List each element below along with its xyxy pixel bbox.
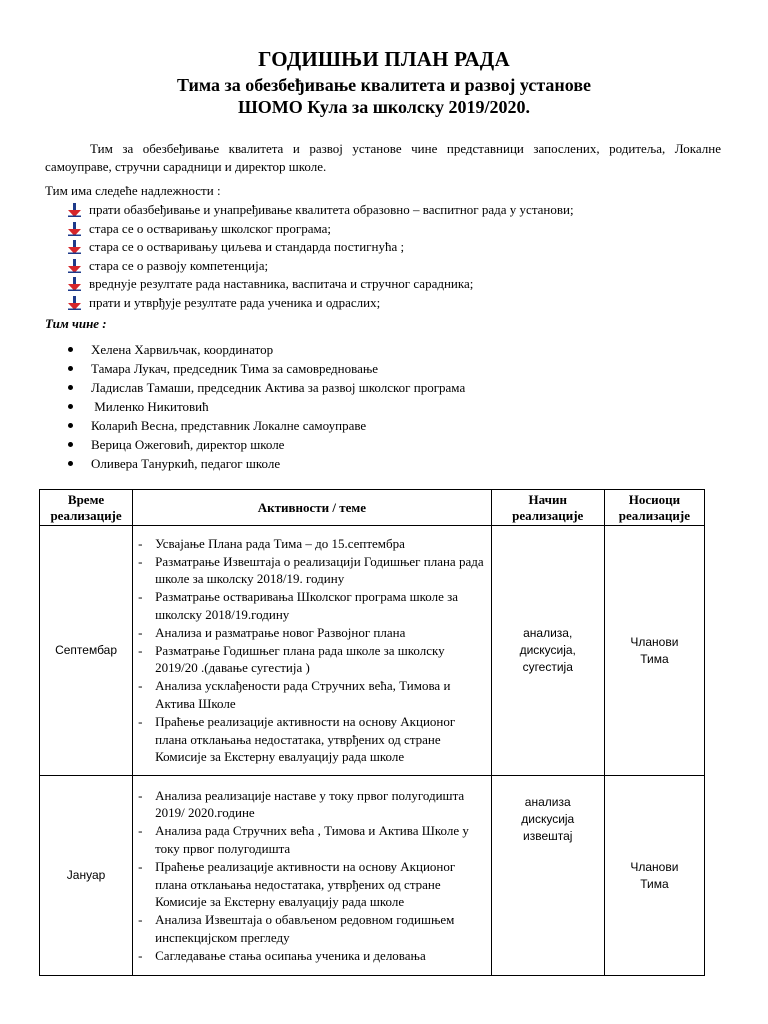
row-carriers (604, 776, 704, 976)
method-line: дискусија, (519, 643, 576, 657)
arrow-down-icon (68, 222, 81, 236)
list-item: - Анализа Извештаја о обављеном редовном годишњем инспекцијском прегледу (133, 911, 487, 947)
list-item: - Разматрање Годишњег плана рада школе за школску 2019/20 .(давање сугестија ) (133, 642, 487, 678)
document-subtitle-line1: Тима за обезбеђивање квалитета и развој установе (176, 75, 592, 95)
list-item: - Сагледавање стања осипања ученика и деловања (133, 947, 487, 965)
row-activities (133, 526, 492, 776)
team-member: Миленко Никитовић (91, 399, 209, 414)
bullet-dot-icon (68, 461, 73, 466)
activities-list (133, 535, 491, 766)
list-item: - Разматрање остваривања Школског програма школе за школску 2018/19.годину (133, 588, 487, 624)
list-item: - Разматрање Извештаја о реализацији Годишњег плана рада школе за школску 2018/19. годину (133, 553, 487, 589)
list-item: - Анализа реализације наставе у току првог полугодишта 2019/ 2020.године (133, 787, 487, 823)
list-item (68, 397, 465, 416)
competency-text: стара се о остваривању циљева и стандарда постигнућа ; (89, 239, 405, 255)
competencies-list (68, 201, 574, 313)
arrow-down-icon (68, 296, 81, 310)
header-time (40, 490, 133, 526)
list-item (68, 220, 574, 239)
document-title: ГОДИШЊИ ПЛАН РАДА (258, 47, 510, 71)
bullet-dot-icon (68, 366, 73, 371)
document-subtitle-line2: ШОМО Кула за школску 2019/2020. (237, 97, 531, 117)
competency-text: стара се о остваривању школског програма; (89, 220, 332, 236)
competency-text: вреднује резултате рада наставника, васпитача и стручног сарадника; (89, 276, 474, 292)
team-list (68, 340, 465, 473)
table-header-row (40, 490, 705, 526)
method-line: анализа (524, 795, 571, 809)
list-item (68, 340, 465, 359)
team-member: Верица Ожеговић, директор школе (91, 437, 285, 452)
carriers-line: Чланови (630, 634, 679, 649)
header-method-line1: Начин (528, 491, 567, 507)
list-item (68, 238, 574, 257)
intro-paragraph: Тим за обезбеђивање квалитета и развој установе чине представници запослених, родитеља, Локалне самоуправе, стручни сарадници и директор школе. (45, 141, 721, 174)
header-activities (133, 490, 492, 526)
header-activities-label: Активности / теме (257, 499, 367, 515)
carriers-line: Тима (640, 876, 669, 891)
competency-text: прати и утврђује резултате рада ученика и одраслих; (89, 294, 381, 310)
method-line: сугестија (522, 660, 573, 674)
competencies-heading: Тим има следеће надлежности : (45, 183, 221, 198)
arrow-down-icon (68, 240, 81, 254)
list-item (68, 378, 465, 397)
competency-text: прати обазбеђивање и унапређивање квалитета образовно – васпитног рада у установи; (89, 202, 574, 217)
arrow-down-icon (68, 259, 81, 273)
list-item: - Анализа усклађености рада Стручних већа, Тимова и Актива Школе (133, 677, 487, 713)
time-label: Јануар (66, 868, 106, 882)
header-carriers-line2: реализације (618, 507, 690, 523)
table-row (40, 776, 705, 976)
arrow-down-icon (68, 277, 81, 291)
list-item: - Анализа рада Стручних већа , Тимова и Актива Школе у току првог полугодишта (133, 822, 487, 858)
list-item: - Усвајање Плана рада Тима – до 15.септембра (133, 535, 487, 553)
list-item (68, 294, 574, 313)
method-line: извештај (523, 829, 573, 843)
header-time-line1: Време (67, 491, 105, 507)
bullet-dot-icon (68, 404, 73, 409)
row-carriers (604, 526, 704, 776)
list-item (68, 454, 465, 473)
carriers-line: Чланови (630, 859, 679, 874)
list-item (68, 257, 574, 276)
list-item (68, 416, 465, 435)
row-method (491, 776, 604, 976)
time-label: Септембар (55, 643, 118, 657)
bullet-dot-icon (68, 385, 73, 390)
team-member: Тамара Лукач, председник Тима за самовредновање (91, 361, 379, 376)
row-method (491, 526, 604, 776)
list-item: - Праћење реализације активности на основу Акционог плана отклањања недостатака, утврђених од стране Комисије за Екстерну евалуацију рада школе (133, 858, 487, 911)
team-heading: Тим чине : (45, 316, 107, 331)
plan-table (39, 489, 705, 976)
arrow-down-icon (68, 203, 81, 217)
method-line: анализа, (523, 626, 573, 640)
row-time (40, 526, 133, 776)
list-item (68, 201, 574, 220)
bullet-dot-icon (68, 442, 73, 447)
list-item (68, 359, 465, 378)
bullet-dot-icon (68, 423, 73, 428)
list-item: - Анализа и разматрање новог Развојног плана (133, 624, 487, 642)
header-carriers (604, 490, 704, 526)
row-activities (133, 776, 492, 976)
header-method (491, 490, 604, 526)
carriers-line: Тима (640, 651, 669, 666)
bullet-dot-icon (68, 347, 73, 352)
team-member: Оливера Тануркић, педагог школе (91, 456, 281, 471)
competency-text: стара се о развоју компетенција; (89, 257, 269, 273)
list-item (68, 435, 465, 454)
table-row (40, 526, 705, 776)
activities-list (133, 787, 491, 965)
header-method-line2: реализације (512, 507, 584, 523)
method-line: дискусија (521, 812, 575, 826)
header-time-line2: реализације (50, 507, 122, 523)
list-item: - Праћење реализације активности на основу Акционог плана отклањања недостатака, утврђених од стране Комисије за Екстерну евалуацију рада школе (133, 713, 487, 766)
team-member: Коларић Весна, представник Локалне самоуправе (91, 418, 367, 433)
team-member: Хелена Харвиљчак, координатор (91, 342, 274, 357)
header-carriers-line1: Носиоци (628, 491, 681, 507)
team-member: Ладислав Тамаши, председник Актива за развој школског програма (91, 380, 466, 395)
row-time (40, 776, 133, 976)
list-item (68, 275, 574, 294)
